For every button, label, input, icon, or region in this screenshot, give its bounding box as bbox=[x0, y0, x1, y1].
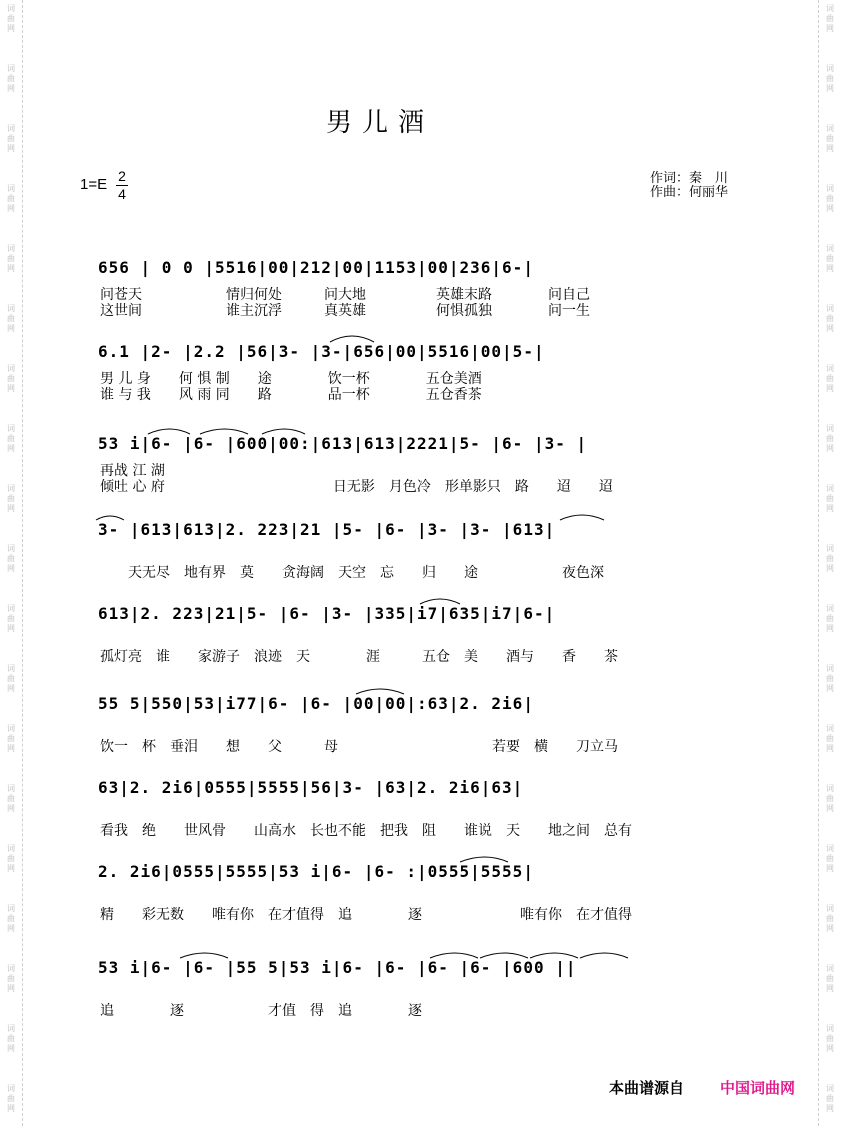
lyricist-credit: 作词：秦 川 bbox=[650, 171, 729, 186]
slur-arc bbox=[356, 689, 404, 694]
slur-arc bbox=[262, 429, 305, 434]
watermark-text: 词 曲 网 bbox=[7, 244, 15, 273]
watermark-text: 词 曲 网 bbox=[7, 1024, 15, 1053]
watermark-text: 词 曲 网 bbox=[7, 904, 15, 933]
watermark-text: 词 曲 网 bbox=[826, 364, 834, 393]
lyric-line-9: 追 逐 才值 得 追 逐 bbox=[100, 1003, 422, 1019]
lyric-line-7: 看我 绝 世风骨 山高水 长也不能 把我 阻 谁说 天 地之间 总有 bbox=[100, 823, 632, 839]
watermark-text: 词 曲 网 bbox=[7, 604, 15, 633]
staff-line-4: 3- |613|613|2. 223|21 |5- |6- |3- |3- |613| bbox=[98, 520, 556, 539]
watermark-text: 词 曲 网 bbox=[7, 784, 15, 813]
watermark-text: 词 曲 网 bbox=[826, 724, 834, 753]
watermark-text: 词 曲 网 bbox=[7, 124, 15, 153]
watermark-text: 词 曲 网 bbox=[7, 484, 15, 513]
slur-arc bbox=[530, 953, 578, 958]
staff-line-7: 63|2. 2i6|0555|5555|56|3- |63|2. 2i6|63| bbox=[98, 778, 524, 797]
slur-arc bbox=[148, 429, 190, 434]
watermark-text: 词 曲 网 bbox=[7, 544, 15, 573]
watermark-text: 词 曲 网 bbox=[826, 64, 834, 93]
slur-arc bbox=[560, 515, 604, 520]
watermark-text: 词 曲 网 bbox=[7, 424, 15, 453]
watermark-text: 词 曲 网 bbox=[826, 844, 834, 873]
source-label: 本曲谱源自 bbox=[609, 1079, 685, 1097]
watermark-text: 词 曲 网 bbox=[7, 964, 15, 993]
staff-line-3: 53 i|6- |6- |600|00:|613|613|2221|5- |6- |3- | bbox=[98, 434, 588, 453]
slur-arc bbox=[180, 953, 228, 958]
song-title: 男儿酒 bbox=[326, 108, 435, 138]
staff-line-5: 613|2. 223|21|5- |6- |3- |335|i7|635|i7|6-| bbox=[98, 604, 556, 623]
watermark-text: 词 曲 网 bbox=[7, 724, 15, 753]
lyric-line-3b: 倾吐 心 府 日无影 月色冷 形单影只 路 迢 迢 bbox=[100, 479, 613, 495]
watermark-text: 词 曲 网 bbox=[826, 124, 834, 153]
watermark-text: 词 曲 网 bbox=[7, 304, 15, 333]
watermark-text: 词 曲 网 bbox=[7, 184, 15, 213]
watermark-text: 词 曲 网 bbox=[7, 1084, 15, 1113]
watermark-text: 词 曲 网 bbox=[826, 1084, 834, 1113]
watermark-text: 词 曲 网 bbox=[7, 844, 15, 873]
staff-line-8: 2. 2i6|0555|5555|53 i|6- |6- :|0555|5555| bbox=[98, 862, 534, 881]
watermark-text: 词 曲 网 bbox=[7, 664, 15, 693]
slur-arc bbox=[480, 953, 528, 958]
watermark-text: 词 曲 网 bbox=[826, 664, 834, 693]
watermark-text: 词 曲 网 bbox=[7, 364, 15, 393]
slur-arc bbox=[96, 516, 124, 520]
staff-line-1: 656 | 0 0 |5516|00|212|00|1153|00|236|6-| bbox=[98, 258, 534, 277]
lyric-line-2b: 谁 与 我 风 雨 同 路 品一杯 五仓香茶 bbox=[100, 387, 482, 403]
lyric-line-6: 饮一 杯 垂泪 想 父 母 若要 横 刀立马 bbox=[100, 739, 618, 755]
time-numerator: 2 bbox=[118, 168, 126, 184]
watermark-text: 词 曲 网 bbox=[826, 244, 834, 273]
lyric-line-4: 天无尽 地有界 莫 贪海阔 天空 忘 归 途 夜色深 bbox=[100, 565, 604, 581]
slur-arc bbox=[330, 336, 374, 342]
watermark-text: 词 曲 网 bbox=[826, 604, 834, 633]
lyric-line-1a: 问苍天 情归何处 问大地 英雄末路 问自己 bbox=[100, 287, 590, 303]
lyric-line-8: 精 彩无数 唯有你 在才值得 追 逐 唯有你 在才值得 bbox=[100, 907, 632, 923]
watermark-text: 词 曲 网 bbox=[826, 784, 834, 813]
slur-arc bbox=[460, 857, 508, 862]
watermark-text: 词 曲 网 bbox=[826, 304, 834, 333]
brand-link[interactable]: 中国词曲网 bbox=[720, 1079, 796, 1097]
lyric-line-5: 孤灯亮 谁 家游子 浪迹 天 涯 五仓 美 酒与 香 茶 bbox=[100, 649, 618, 665]
watermark-text: 词 曲 网 bbox=[7, 64, 15, 93]
staff-line-6: 55 5|550|53|i77|6- |6- |00|00|:63|2. 2i6| bbox=[98, 694, 534, 713]
slur-arc bbox=[580, 953, 628, 958]
staff-line-9: 53 i|6- |6- |55 5|53 i|6- |6- |6- |6- |600 || bbox=[98, 958, 577, 977]
watermark-text: 词 曲 网 bbox=[826, 904, 834, 933]
lyric-line-1b: 这世间 谁主沉浮 真英雄 何惧孤独 问一生 bbox=[100, 303, 590, 319]
staff-line-2: 6.1 |2- |2.2 |56|3- |3-|656|00|5516|00|5-| bbox=[98, 342, 545, 361]
watermark-text: 词 曲 网 bbox=[826, 4, 834, 33]
lyric-line-3a: 再战 江 湖 bbox=[100, 463, 165, 479]
watermark-text: 词 曲 网 bbox=[826, 484, 834, 513]
watermark-text: 词 曲 网 bbox=[826, 964, 834, 993]
watermark-text: 词 曲 网 bbox=[826, 1024, 834, 1053]
watermark-text: 词 曲 网 bbox=[826, 544, 834, 573]
key-signature: 1=E bbox=[80, 176, 108, 193]
time-denominator: 4 bbox=[118, 186, 126, 202]
composer-credit: 作曲：何丽华 bbox=[650, 185, 729, 200]
watermark-text: 词 曲 网 bbox=[7, 4, 15, 33]
slur-arc bbox=[420, 599, 460, 604]
lyric-line-2a: 男 儿 身 何 惧 制 途 饮一杯 五仓美酒 bbox=[100, 371, 482, 387]
slur-arc bbox=[200, 429, 248, 434]
watermark-text: 词 曲 网 bbox=[826, 184, 834, 213]
watermark-text: 词 曲 网 bbox=[826, 424, 834, 453]
slur-arc bbox=[430, 953, 478, 958]
